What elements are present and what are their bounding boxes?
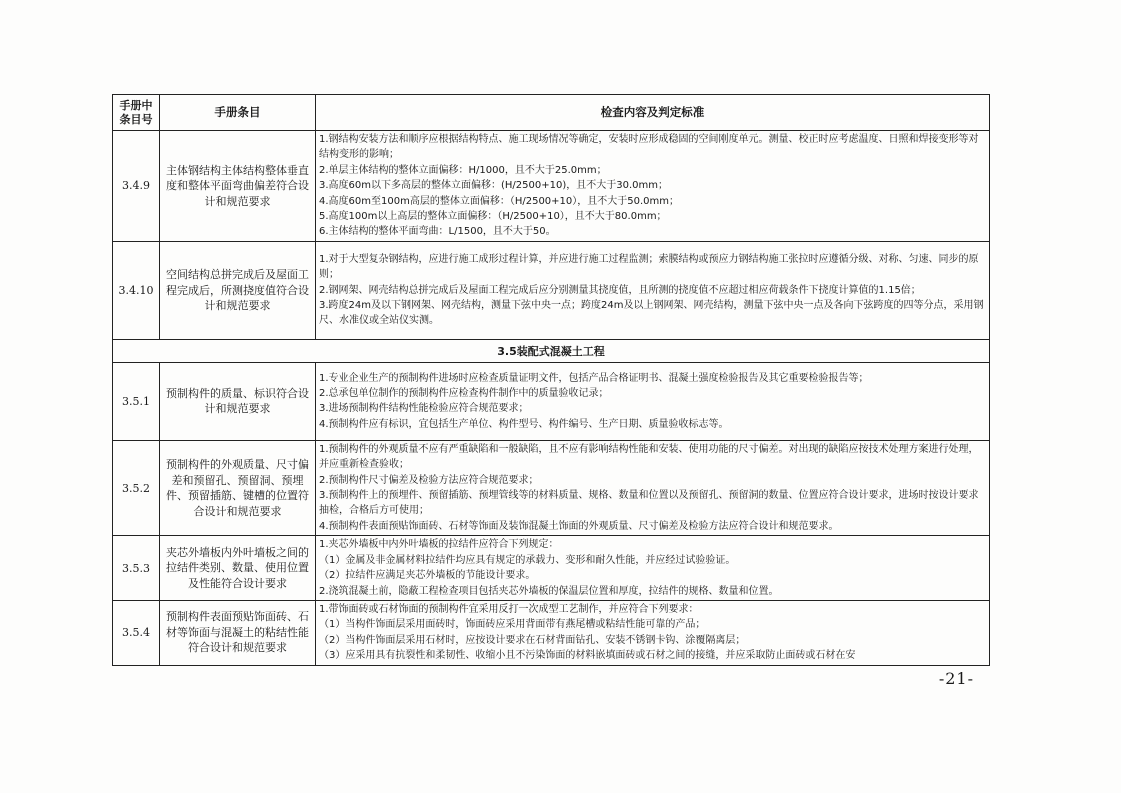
content-line: （3）应采用具有抗裂性和柔韧性、收缩小且不污染饰面的材料嵌填面砖或石材之间的接缝，并应采取防止面砖或石材在安 xyxy=(319,650,856,662)
content-line: 2.浇筑混凝土前，隐蔽工程检查项目包括夹芯外墙板的保温层位置和厚度，拉结件的规格、数量和位置。 xyxy=(319,585,779,597)
row-item: 夹芯外墙板内外叶墙板之间的拉结件类别、数量、使用位置及性能符合设计要求 xyxy=(160,536,316,601)
row-content xyxy=(316,600,990,665)
content-line: 3.预制构件上的预埋件、预留插筋、预埋管线等的材料质量、规格、数量和位置以及预留孔、预留洞的数量、位置应符合设计要求，进场时按设计要求抽检，合格后方可使用； xyxy=(319,490,979,517)
table-row xyxy=(113,131,990,242)
content-line: 6.主体结构的整体平面弯曲：L/1500，且不大于50。 xyxy=(319,226,556,238)
row-number: 3.5.3 xyxy=(113,536,160,601)
row-item: 预制构件的质量、标识符合设计和规范要求 xyxy=(160,362,316,440)
content-line: （2）当构件饰面层采用石材时，应按设计要求在石材背面钻孔、安装不锈钢卡钩、涂覆隔离层； xyxy=(319,634,746,646)
table-row xyxy=(113,440,990,535)
row-item: 预制构件表面预贴饰面砖、石材等饰面与混凝土的粘结性能符合设计和规范要求 xyxy=(160,600,316,665)
content-line: 1.预制构件的外观质量不应有严重缺陷和一般缺陷，且不应有影响结构性能和安装、使用功能的尺寸偏差。对出现的缺陷应按技术处理方案进行处理，并应重新检查验收； xyxy=(319,443,979,471)
content-line: 5.高度100m以上高层的整体立面偏移：（H/2500+10），且不大于80.0mm； xyxy=(319,211,667,223)
content-line: （1）金属及非金属材料拉结件均应具有规定的承载力、变形和耐久性能，并应经过试验验证。 xyxy=(319,554,736,566)
content-line: （1）当构件饰面层采用面砖时，饰面砖应采用背面带有燕尾槽或粘结性能可靠的产品； xyxy=(319,619,706,631)
header-item-number: 手册中条目号 xyxy=(113,95,160,131)
row-number: 3.5.1 xyxy=(113,362,160,440)
row-number: 3.5.4 xyxy=(113,600,160,665)
content-line: 1.夹芯外墙板中内外叶墙板的拉结件应符合下列规定： xyxy=(319,539,559,551)
content-line: （2）拉结件应满足夹芯外墙板的节能设计要求。 xyxy=(319,570,536,582)
row-content xyxy=(316,362,990,440)
row-content xyxy=(316,131,990,242)
section-row xyxy=(113,339,990,362)
page-number: -21- xyxy=(938,669,974,688)
content-line: 4.预制构件表面预贴饰面砖、石材等饰面及装饰混凝土饰面的外观质量、尺寸偏差及检验方法应符合设计和规范要求。 xyxy=(319,520,839,532)
header-inspection-criteria: 检查内容及判定标准 xyxy=(316,95,990,131)
table-header-row xyxy=(113,95,990,131)
content-line: 1.带饰面砖或石材饰面的预制构件宜采用反打一次成型工艺制作，并应符合下列要求： xyxy=(319,603,699,615)
row-item: 主体钢结构主体结构整体垂直度和整体平面弯曲偏差符合设计和规范要求 xyxy=(160,131,316,242)
content-line: 4.高度60m至100m高层的整体立面偏移：（H/2500+10），且不大于50.0mm； xyxy=(319,195,680,207)
table-row xyxy=(113,362,990,440)
section-title: 3.5装配式混凝土工程 xyxy=(113,339,990,362)
row-item: 空间结构总拼完成后及屋面工程完成后，所测挠度值符合设计和规范要求 xyxy=(160,241,316,339)
row-number: 3.4.10 xyxy=(113,241,160,339)
content-line: 3.进场预制构件结构性能检验应符合规范要求； xyxy=(319,403,529,415)
table-row xyxy=(113,241,990,339)
content-line: 1.专业企业生产的预制构件进场时应检查质量证明文件，包括产品合格证明书、混凝土强度检验报告及其它重要检验报告等； xyxy=(319,372,869,384)
content-line: 4.预制构件应有标识，宜包括生产单位、构件型号、构件编号、生产日期、质量验收标志等。 xyxy=(319,418,729,430)
content-line: 1.对于大型复杂钢结构，应进行施工成形过程计算，并应进行施工过程监测；索膜结构或预应力钢结构施工张拉时应遵循分级、对称、匀速、同步的原则； xyxy=(319,253,979,281)
content-line: 3.跨度24m及以下钢网架、网壳结构，测量下弦中央一点；跨度24m及以上钢网架、网壳结构，测量下弦中央一点及各向下弦跨度的四等分点，采用钢尺、水准仪或全站仪实测。 xyxy=(319,300,984,327)
row-number: 3.5.2 xyxy=(113,440,160,535)
row-content xyxy=(316,440,990,535)
content-line: 1.钢结构安装方法和顺序应根据结构特点、施工现场情况等确定，安装时应形成稳固的空间刚度单元。测量、校正时应考虑温度、日照和焊接变形等对结构变形的影响； xyxy=(319,134,979,161)
row-item: 预制构件的外观质量、尺寸偏差和预留孔、预留洞、预埋件、预留插筋、键槽的位置符合设计和规范要求 xyxy=(160,440,316,535)
table-row xyxy=(113,600,990,665)
content-line: 2.单层主体结构的整体立面偏移：H/1000，且不大于25.0mm； xyxy=(319,164,607,176)
header-manual-item: 手册条目 xyxy=(160,95,316,131)
row-content xyxy=(316,536,990,601)
content-line: 3.高度60m以下多高层的整体立面偏移：(H/2500+10)，且不大于30.0mm； xyxy=(319,180,668,192)
content-line: 2.预制构件尺寸偏差及检验方法应符合规范要求； xyxy=(319,474,539,486)
content-line: 2.总承包单位制作的预制构件应检查构件制作中的质量验收记录； xyxy=(319,387,609,399)
row-number: 3.4.9 xyxy=(113,131,160,242)
row-content xyxy=(316,241,990,339)
content-line: 2.钢网架、网壳结构总拼完成后及屋面工程完成后应分别测量其挠度值，且所测的挠度值不应超过相应荷载条件下挠度计算值的1.15倍； xyxy=(319,284,921,296)
table-row xyxy=(113,536,990,601)
standards-table xyxy=(112,94,990,666)
